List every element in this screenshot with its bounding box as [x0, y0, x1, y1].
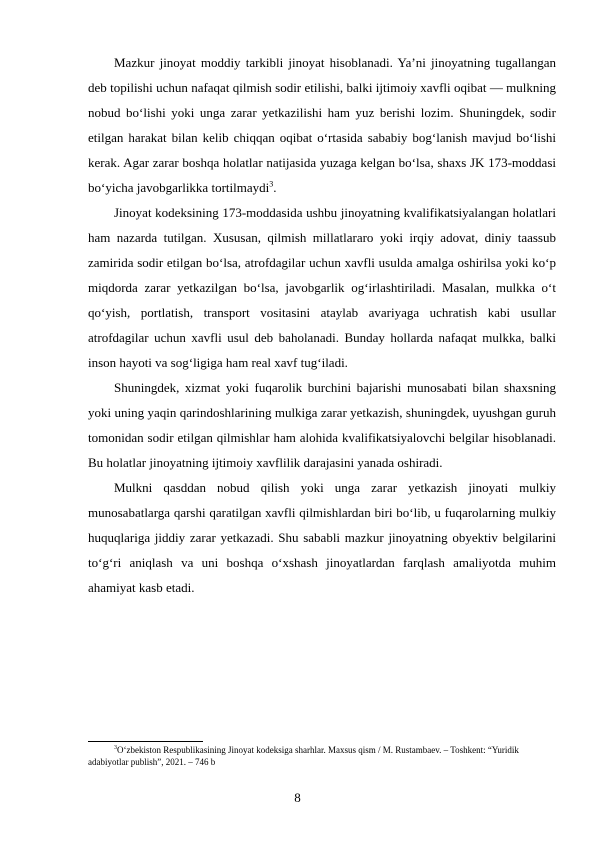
- document-body: [88, 50, 556, 600]
- paragraph-1: [88, 50, 556, 200]
- footnote-text: O‘zbekiston Respublikasining Jinoyat kodeksiga sharhlar. Maxsus qism / M. Rustambaev. – Toshkent: “Yuridik adabiyotlar publish”, 2021. – 746 b: [88, 745, 519, 767]
- paragraph-1-text: Mazkur jinoyat moddiy tarkibli jinoyat hisoblanadi. Ya’ni jinoyatning tugallangan deb topilishi uchun nafaqat qilmish sodir etilishi, balki ijtimoiy xavfli oqibat — mulkning nobud bo‘lishi yoki unga zarar yetkazilishi ham yuz berishi lozim. Shuningdek, sodir etilgan harakat bilan kelib chiqqan oqibat o‘rtasida sababiy bog‘lanish mavjud bo‘lishi kerak. Agar zarar boshqa holatlar natijasida yuzaga kelgan bo‘lsa, shaxs JK 173-moddasi bo‘yicha javobgarlikka tortilmaydi: [88, 55, 556, 195]
- footnote-divider: [88, 741, 203, 742]
- page-number: 8: [294, 790, 301, 805]
- footnote-marker: 3: [114, 745, 117, 751]
- paragraph-3: Shuningdek, xizmat yoki fuqarolik burchini bajarishi munosabati bilan shaxsning yoki uning yaqin qarindoshlarining mulkiga zarar yetkazish, shuningdek, uyushgan guruh tomonidan sodir etilgan qilmishlar ham alohida kvalifikatsiyalovchi belgilar hisoblanadi. Bu holatlar jinoyatning ijtimoiy xavflilik darajasini yanada oshiradi.: [88, 380, 556, 470]
- paragraph-2: Jinoyat kodeksining 173-moddasida ushbu jinoyatning kvalifikatsiyalangan holatlari ham nazarda tutilgan. Xususan, qilmish millatlararo yoki irqiy adovat, diniy taassub zamirida sodir etilgan bo‘lsa, atrofdagilar uchun xavfli usulda amalga oshirilsa yoki ko‘p miqdorda zarar yetkazilgan bo‘lsa, javobgarlik og‘irlashtiriladi. Masalan, mulkka o‘t qo‘yish, portlatish, transport vositasini ataylab avariyaga uchratish kabi usullar atrofdagilar uchun xavfli usul deb baholanadi. Bunday hollarda nafaqat mulkka, balki inson hayoti va sog‘ligiga ham real xavf tug‘iladi.: [88, 205, 556, 370]
- paragraph-1-period: .: [273, 180, 277, 195]
- footnote: [88, 744, 556, 768]
- footnote-reference[interactable]: 3: [269, 179, 274, 189]
- paragraph-4: Mulkni qasddan nobud qilish yoki unga zarar yetkazish jinoyati mulkiy munosabatlarga qarshi qaratilgan xavfli qilmishlardan biri bo‘lib, u fuqarolarning mulkiy huquqlariga jiddiy zarar yetkazadi. Shu sababli mazkur jinoyatning obyektiv belgilarini to‘g‘ri aniqlash va uni boshqa o‘xshash jinoyatlardan farqlash amaliyotda muhim ahamiyat kasb etadi.: [88, 480, 556, 595]
